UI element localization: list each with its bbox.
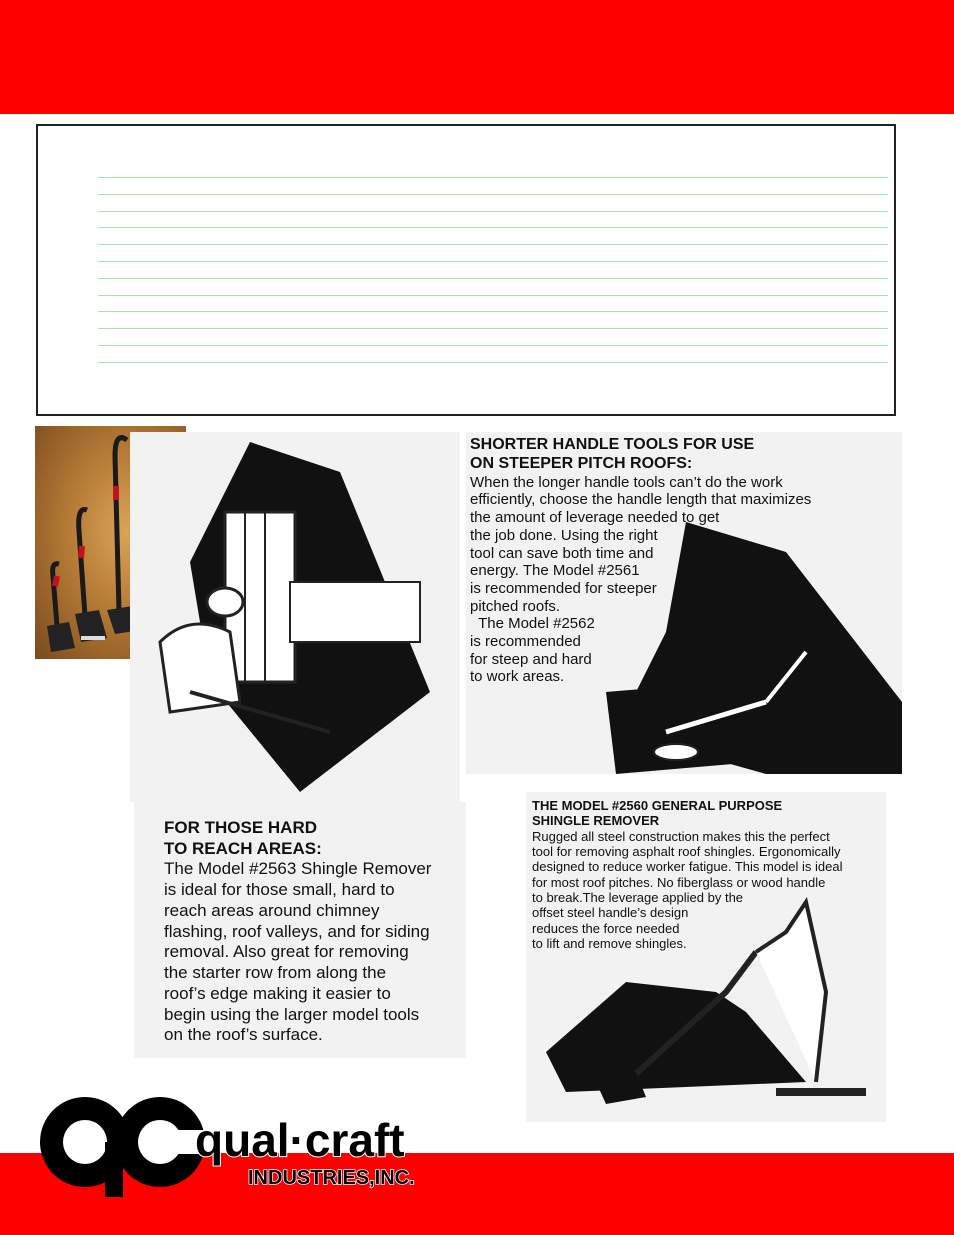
steep-roof-heading-2: ON STEEPER PITCH ROOFS: [470,454,693,472]
general-purpose-body-line: to break.The leverage applied by the [532,889,744,905]
note-line [98,362,888,363]
qc-logo-mark [30,1092,480,1202]
hard-reach-body-line: on the roof’s surface. [164,1025,323,1045]
steep-roof-body-line: efficiently, choose the handle length that maximizes [470,491,812,509]
hard-reach-body-line: removal. Also great for removing [164,942,409,962]
steep-roof-body-line: When the longer handle tools can’t do the work [470,473,783,491]
general-purpose-body-line: to lift and remove shingles. [532,935,687,951]
hard-reach-heading-1: FOR THOSE HARD [164,818,317,837]
note-line [98,194,888,195]
hard-reach-body-line: reach areas around chimney [164,900,380,920]
hard-reach-body-line: is ideal for those small, hard to [164,880,395,900]
note-line [98,244,888,245]
steep-roof-copy [470,436,870,686]
note-line [98,261,888,262]
steep-roof-body-line: tool can save both time and [470,544,654,562]
steep-roof-body-line: The Model #2562 [470,615,595,633]
notes-box[interactable] [36,124,896,416]
note-line [98,328,888,329]
general-purpose-body-line: designed to reduce worker fatigue. This model is ideal [532,859,843,875]
general-purpose-copy [532,798,882,951]
hard-reach-body-line: begin using the larger model tools [164,1004,420,1024]
general-purpose-body-line: tool for removing asphalt roof shingles. Ergonomically [532,843,841,859]
note-line [98,311,888,312]
steep-roof-body-line: is recommended [470,632,581,650]
steep-roof-body-line: energy. The Model #2561 [470,562,640,580]
steep-roof-body-line: pitched roofs. [470,597,561,615]
hard-reach-body-line: the starter row from along the [164,963,387,983]
steep-roof-body-line: the job done. Using the right [470,526,658,544]
steep-roof-heading-1: SHORTER HANDLE TOOLS FOR USE [470,436,755,453]
hard-reach-copy [164,818,464,1046]
general-purpose-body-line: offset steel handle’s design [532,905,689,921]
note-line [98,227,888,228]
steep-roof-body-line: to work areas. [470,668,565,686]
general-purpose-body-line: Rugged all steel construction makes this the perfect [532,828,830,844]
general-purpose-heading-1: THE MODEL #2560 GENERAL PURPOSE [532,798,783,813]
steep-roof-body-line: for steep and hard [470,650,592,668]
note-line [98,345,888,346]
logo-sub-text: INDUSTRIES,INC. [248,1167,415,1189]
hard-reach-body-line: The Model #2563 Shingle Remover [164,859,432,879]
note-line [98,177,888,178]
qualcraft-logo [30,1092,480,1202]
note-line [98,295,888,296]
steep-roof-body-line: is recommended for steeper [470,579,657,597]
general-purpose-heading-2: SHINGLE REMOVER [532,813,660,829]
top-red-band [0,0,954,114]
hard-reach-body-line: flashing, roof valleys, and for siding [164,921,430,941]
steep-roof-body-line: the amount of leverage needed to get [470,509,720,527]
hard-reach-heading-2: TO REACH AREAS: [164,838,322,858]
logo-brand-text: qual·craft [195,1114,405,1166]
roof-worker-illustration [130,432,460,802]
general-purpose-body-line: reduces the force needed [532,920,680,936]
note-line [98,278,888,279]
note-line [98,211,888,212]
general-purpose-body-line: for most roof pitches. No fiberglass or wood handle [532,874,826,890]
hard-reach-body-line: roof’s edge making it easier to [164,983,391,1003]
